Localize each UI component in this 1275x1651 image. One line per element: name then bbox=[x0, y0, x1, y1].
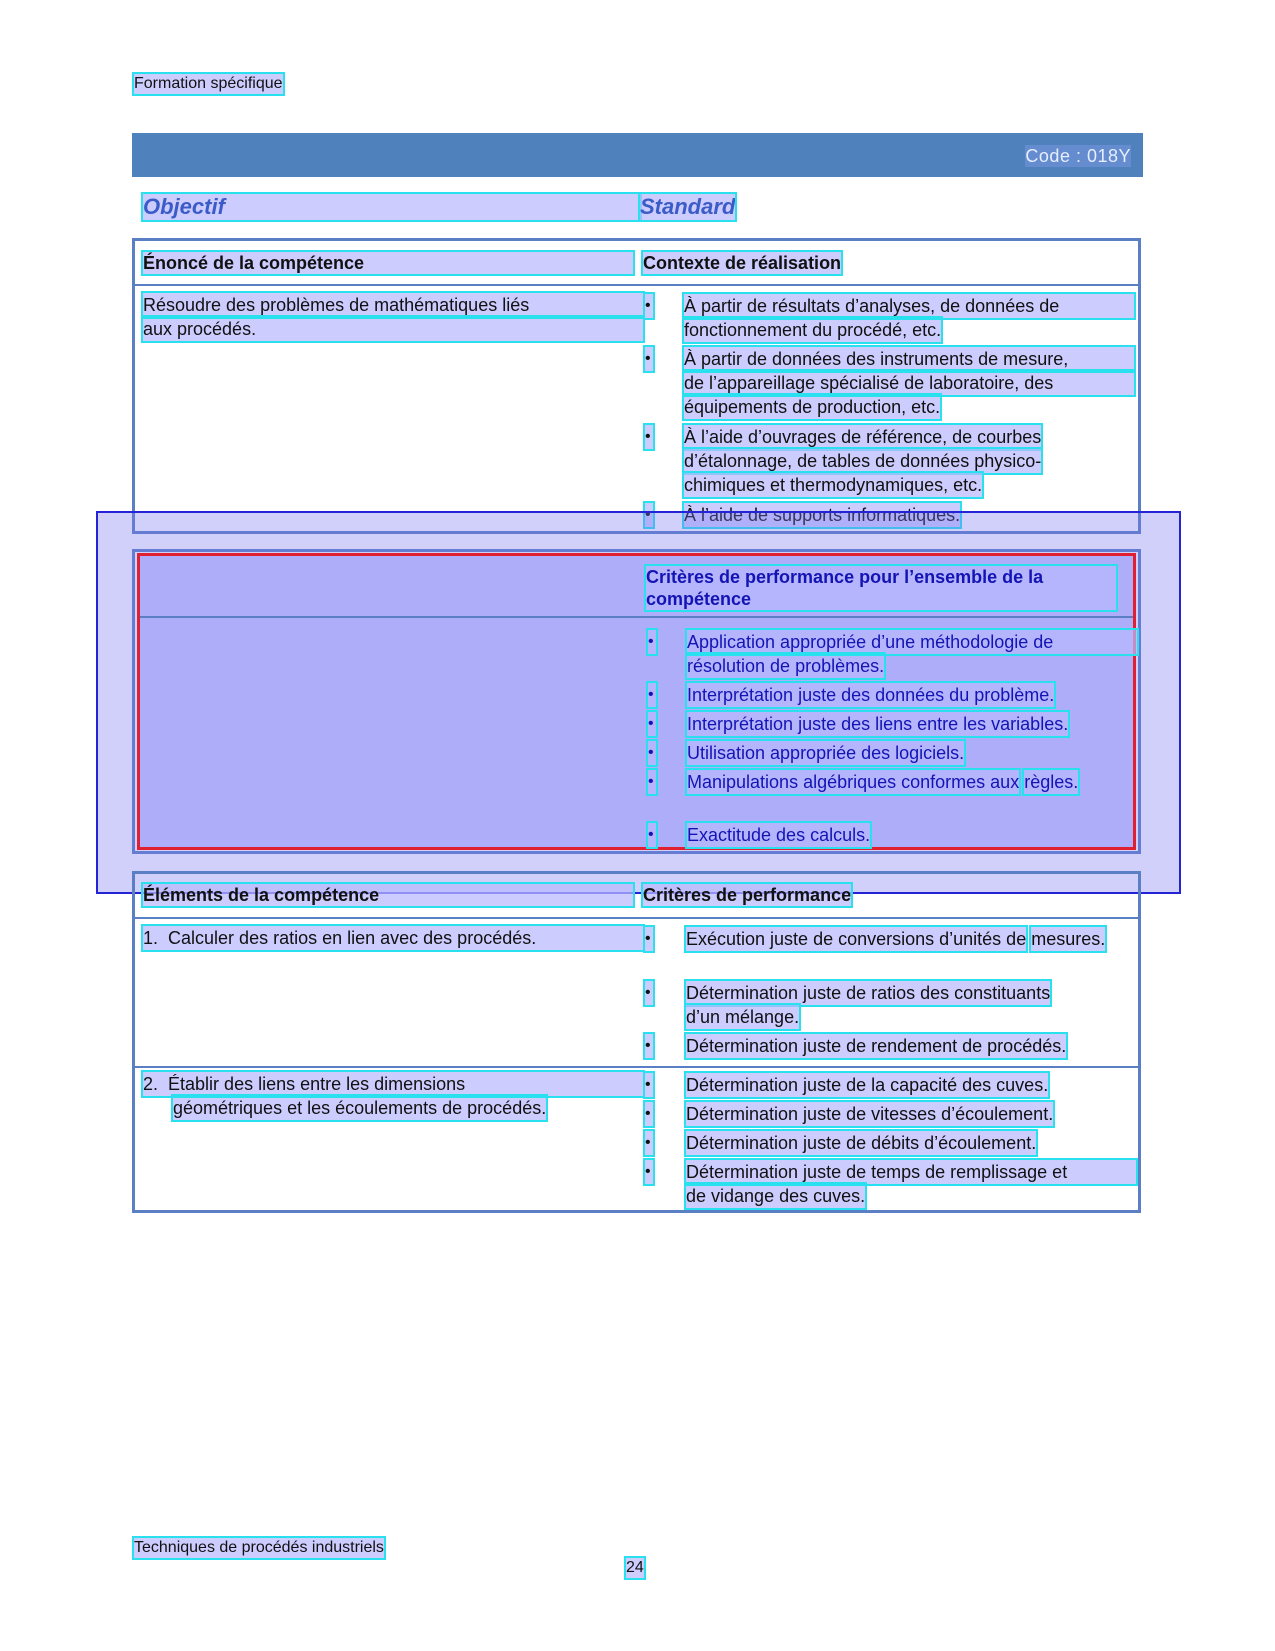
criteria-line: Détermination juste de ratios des constituants bbox=[686, 983, 1051, 1003]
criteria-line: Application appropriée d’une méthodologie de bbox=[687, 630, 1137, 654]
bullet-icon: • bbox=[648, 683, 656, 707]
code-label: Code : 018Y bbox=[1025, 146, 1131, 166]
running-header: Formation spécifique bbox=[134, 75, 283, 92]
bullet-icon: • bbox=[645, 927, 653, 951]
header-statement: Énoncé de la compétence bbox=[143, 252, 633, 274]
context-line: fonctionnement du procédé, etc. bbox=[684, 320, 942, 340]
criteria-line: Interprétation juste des données du problème. bbox=[687, 685, 1055, 705]
competence-elements-table bbox=[132, 871, 1141, 1213]
bullet-icon: • bbox=[645, 347, 653, 371]
criteria-line: Détermination juste de la capacité des cuves. bbox=[686, 1075, 1049, 1095]
criteria-line: Détermination juste de débits d’écoulement. bbox=[686, 1133, 1037, 1153]
statement-line: Résoudre des problèmes de mathématiques liés bbox=[143, 293, 643, 317]
element-number: 1. bbox=[143, 928, 159, 948]
context-line: À partir de résultats d’analyses, de données de bbox=[684, 294, 1134, 318]
element-item bbox=[143, 1072, 643, 1120]
criteria-line: règles. bbox=[1024, 772, 1079, 792]
section-objective: Objectif bbox=[143, 194, 640, 220]
context-line: À l’aide d’ouvrages de référence, de courbes bbox=[684, 427, 1042, 447]
element-line: géométriques et les écoulements de procédés. bbox=[173, 1098, 547, 1118]
footer-program: Techniques de procédés industriels bbox=[134, 1539, 384, 1556]
criteria-line: Exécution juste de conversions d’unités de bbox=[686, 929, 1027, 949]
element-line bbox=[143, 926, 643, 950]
code-bar bbox=[132, 133, 1143, 177]
bullet-icon: • bbox=[648, 770, 656, 794]
header-line: Critères de performance pour l’ensemble de la bbox=[646, 567, 1044, 587]
header-elements: Éléments de la compétence bbox=[143, 884, 633, 906]
criteria-line: de vidange des cuves. bbox=[686, 1186, 866, 1206]
criteria-line: Utilisation appropriée des logiciels. bbox=[687, 743, 965, 763]
highlighted-criteria-frame bbox=[137, 553, 1136, 850]
bullet-icon: • bbox=[645, 294, 653, 318]
criteria-line: Interprétation juste des liens entre les variables. bbox=[687, 714, 1069, 734]
context-line: d’étalonnage, de tables de données physico- bbox=[684, 451, 1042, 471]
criteria-line: résolution de problèmes. bbox=[687, 656, 885, 676]
page-number: 24 bbox=[626, 1559, 644, 1576]
bullet-icon: • bbox=[645, 425, 653, 449]
bullet-icon: • bbox=[645, 1102, 653, 1126]
header-line: compétence bbox=[646, 589, 752, 609]
criteria-line: Exactitude des calculs. bbox=[687, 825, 871, 845]
table-divider bbox=[135, 1066, 1138, 1068]
header-context: Contexte de réalisation bbox=[643, 253, 842, 273]
criteria-line: Détermination juste de vitesses d’écoulement. bbox=[686, 1104, 1054, 1124]
table-divider bbox=[140, 616, 1133, 618]
context-line: À l’aide de supports informatiques. bbox=[684, 505, 961, 525]
statement-line: aux procédés. bbox=[143, 317, 643, 341]
bullet-icon: • bbox=[645, 1034, 653, 1058]
bullet-icon: • bbox=[645, 981, 653, 1005]
criteria-line: Détermination juste de temps de remplissage et bbox=[686, 1160, 1136, 1184]
element-item bbox=[143, 926, 643, 950]
bullet-icon: • bbox=[645, 1160, 653, 1184]
element-line bbox=[143, 1072, 643, 1096]
criteria-line: d’un mélange. bbox=[686, 1007, 800, 1027]
competence-statement bbox=[143, 293, 643, 341]
context-line: À partir de données des instruments de mesure, bbox=[684, 347, 1134, 371]
context-line: équipements de production, etc. bbox=[684, 397, 941, 417]
bullet-icon: • bbox=[648, 630, 656, 654]
context-line: chimiques et thermodynamiques, etc. bbox=[684, 475, 983, 495]
bullet-icon: • bbox=[648, 741, 656, 765]
bullet-icon: • bbox=[645, 1131, 653, 1155]
context-line: de l’appareillage spécialisé de laboratoire, des bbox=[684, 371, 1134, 395]
header-criteria: Critères de performance bbox=[643, 885, 852, 905]
bullet-icon: • bbox=[648, 823, 656, 847]
competence-statement-table bbox=[132, 238, 1141, 534]
element-text: Calculer des ratios en lien avec des procédés. bbox=[168, 928, 537, 948]
section-standard: Standard bbox=[640, 194, 736, 219]
element-number: 2. bbox=[143, 1074, 159, 1094]
bullet-icon: • bbox=[645, 503, 653, 527]
criteria-line: Manipulations algébriques conformes aux bbox=[687, 772, 1020, 792]
element-text: Établir des liens entre les dimensions bbox=[168, 1074, 466, 1094]
criteria-line: Détermination juste de rendement de procédés. bbox=[686, 1036, 1067, 1056]
bullet-icon: • bbox=[648, 712, 656, 736]
overall-criteria-header bbox=[646, 566, 1116, 610]
criteria-line: mesures. bbox=[1031, 929, 1106, 949]
bullet-icon: • bbox=[645, 1073, 653, 1097]
